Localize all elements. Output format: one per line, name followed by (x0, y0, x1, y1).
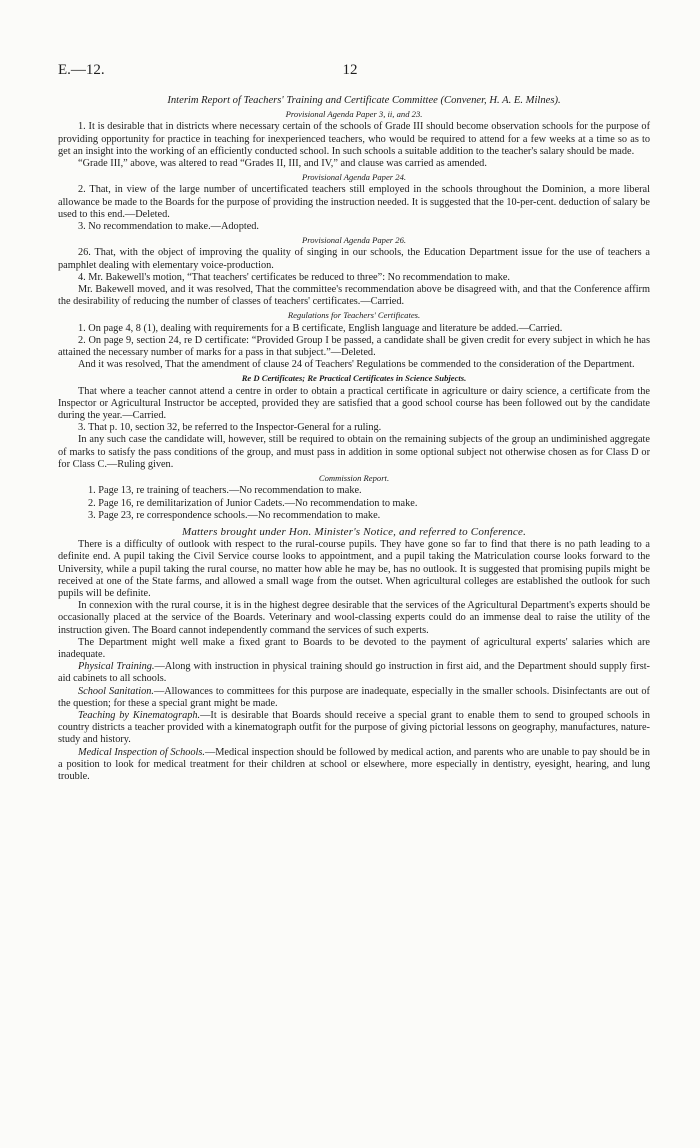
paragraph: 3. No recommendation to make.—Adopted. (78, 221, 260, 233)
paragraph: The Department might well make a fixed grant to Boards to be devoted to the payment of agricultural experts' salaries which are inadequate. (58, 636, 650, 660)
paragraph: That where a teacher cannot attend a centre in order to obtain a practical certificate in agriculture or dairy science, a certificate from the Inspector or Agricultural Instructor be accepted, provided they are satisfied that a good school course has been followed out by the candidate during the year.—Carried. (58, 385, 650, 422)
paragraph-text: —It is desirable that Boards should receive a special grant to enable them to send to grouped schools in country districts a teacher provided with a kinematograph outfit for the purpose of giving pictorial lessons on geography, manufactures, nature-study and history. (58, 709, 650, 746)
paragraph-text: —Along with instruction in physical training should go instruction in first aid, and the Department should supply first-aid cabinets to all schools. (58, 661, 650, 685)
paragraph: There is a difficulty of outlook with respect to the rural-course pupils. They have gone so far to find that there is no path leading to a definite end. A pupil taking the Civil Service course looks to appointment, and a pupil taking the Matriculation course looks forward to the University, while a pupil taking the rural course, no matter how able he may be, has no outlook. It is suggested that promising pupils might be received at one of the State farms, and allowed a small wage from the outset. When agricultural colleges are established the outlook for such pupils will be definite. (58, 539, 650, 599)
paragraph-text: —Allowances to committees for this purpose are inadequate, especially in the smaller schools. Disinfectants are out of the question; for these a special grant might be made. (58, 685, 650, 709)
section-heading: Matters brought under Hon. Minister's Notice, and referred to Conference. (181, 525, 527, 538)
page-header (58, 62, 642, 84)
commission-list (58, 485, 650, 522)
paragraph-text: —Medical inspection should be followed by medical action, and parents who are unable to pay should be in a position to look for medical treatment for their children at school or elsewhere, more especially in dentistry, eyesight, hearing, and lung trouble. (58, 746, 650, 782)
paragraph: 2. That, in view of the large number of uncertificated teachers still employed in the schools throughout the Dominion, a more liberal allowance be made to the Boards for the purpose of providing the instruction needed. It is suggested that the 10-per-cent. deduction of salary be used to this end.—Deleted. (58, 184, 650, 220)
list-item: 2. Page 16, re demilitarization of Junior Cadets.—No recommendation to make. (88, 497, 418, 509)
paragraph-lead: Physical Training. (78, 661, 155, 673)
paragraph: 26. That, with the object of improving the quality of singing in our schools, the Education Department issue for the use of teachers a pamphlet dealing with elementary voice-production. (58, 247, 650, 271)
page-number: 12 (342, 62, 358, 78)
paragraph: And it was resolved, That the amendment of clause 24 of Teachers' Regulations be commended to the consideration of the Department. (78, 359, 635, 371)
paragraph: 1. It is desirable that in districts where necessary certain of the schools of Grade III should become observation schools for the purpose of providing opportunity for practice in teaching for inexperienced teachers, who would be required to attend for a few weeks at a time so as to get an insight into the working of an efficiently conducted school. In such schools a suitable addition to the teacher's salary should be made. (58, 121, 650, 157)
paragraph-lead: School Sanitation. (78, 685, 154, 697)
paragraph: 4. Mr. Bakewell's motion, “That teachers' certificates be reduced to three”: No recommendation to make. (78, 271, 511, 283)
paragraph: In connexion with the rural course, it is in the highest degree desirable that the services of the Agricultural Department's experts should be occasionally placed at the service of the Boards. Veterinary and wool-classing experts could do an immense deal to raise the utility of the instruction given. The Board cannot independently command the services of such experts. (58, 600, 650, 636)
paragraph-lead: Medical Inspection of Schools. (78, 746, 205, 758)
paragraph: 3. That p. 10, section 32, be referred to the Inspector-General for a ruling. (78, 422, 382, 434)
paragraph: In any such case the candidate will, however, still be required to obtain on the remaining subjects of the group an undiminished aggregate of marks to satisfy the pass conditions of the group, and must pass in addition in some optional subject not otherwise chosen as for Class D or for Class C.—Ruling given. (58, 434, 650, 470)
paragraph: 1. On page 4, 8 (1), dealing with requirements for a B certificate, English language and literature be added.—Carried. (78, 322, 563, 334)
paragraph (58, 661, 650, 685)
list-item: 1. Page 13, re training of teachers.—No recommendation to make. (88, 485, 362, 497)
paragraph-lead: Teaching by Kinematograph. (78, 709, 201, 721)
document-body (58, 95, 650, 783)
paragraph: 2. On page 9, section 24, re D certificate: “Provided Group I be passed, a candidate shall be given credit for every subject in which he has attained the necessary number of marks for a pass in that subject.”—Deleted. (58, 334, 650, 359)
paragraph: “Grade III,” above, was altered to read “Grades II, III, and IV,” and clause was carried as amended. (78, 158, 487, 170)
report-title: Interim Report of Teachers' Training and Certificate Committee (Convener, H. A. E. Milnes). (167, 95, 561, 106)
section-heading: Provisional Agenda Paper 26. (301, 235, 407, 246)
paragraph (58, 686, 650, 710)
section-heading: Regulations for Teachers' Certificates. (287, 310, 421, 321)
section-heading: Re D Certificates; Re Practical Certificates in Science Subjects. (241, 373, 467, 384)
section-heading: Provisional Agenda Paper 3, ii, and 23. (285, 109, 423, 120)
paragraph (58, 747, 650, 784)
paragraph (58, 710, 650, 747)
document-reference: E.—12. (58, 62, 105, 78)
section-heading: Commission Report. (318, 473, 390, 484)
section-heading: Provisional Agenda Paper 24. (301, 172, 407, 183)
list-item: 3. Page 23, re correspondence schools.—No recommendation to make. (88, 509, 381, 521)
paragraph: Mr. Bakewell moved, and it was resolved, That the committee's recommendation above be disagreed with, and that the Conference affirm the desirability of reducing the number of classes of teachers' certificates.—Carried. (58, 284, 650, 308)
